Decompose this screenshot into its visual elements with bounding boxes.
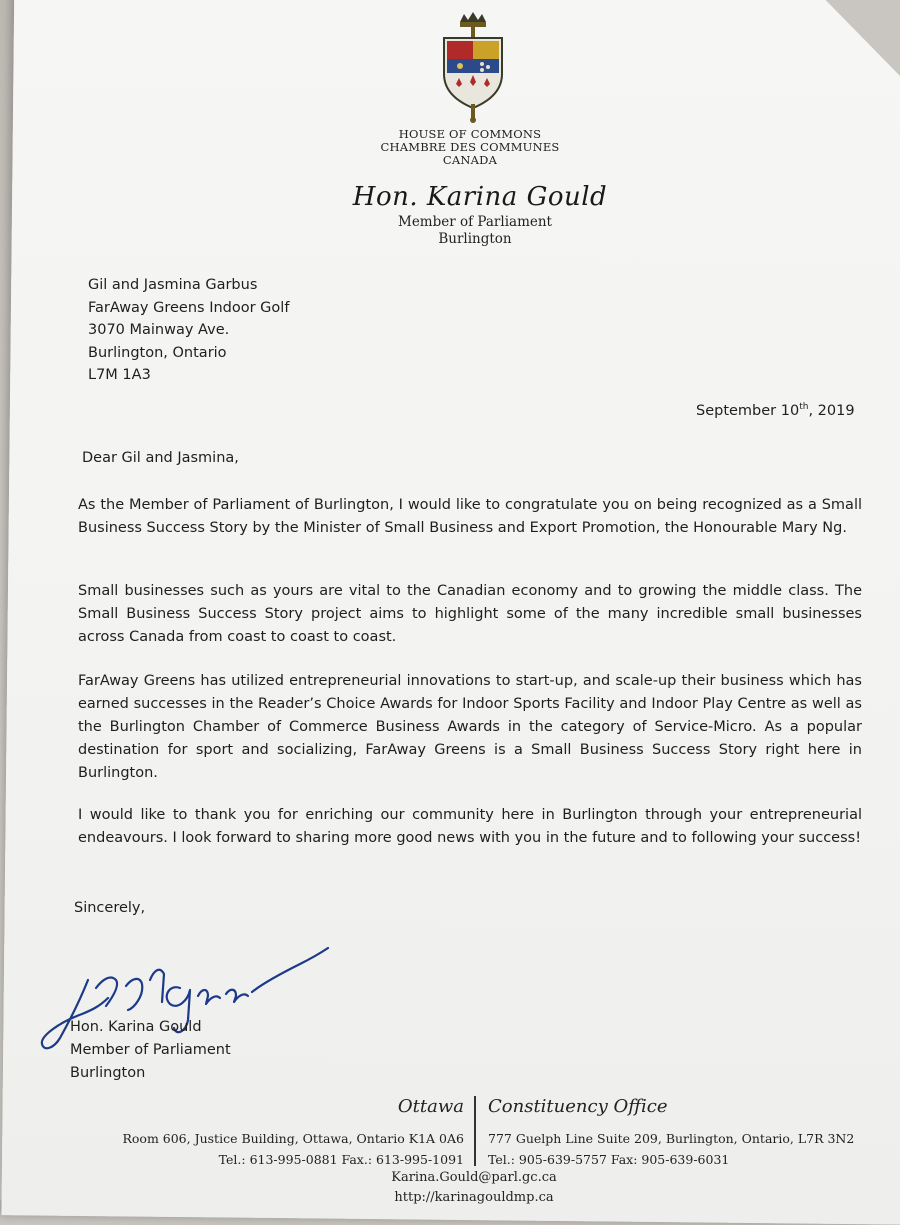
paragraph-3: FarAway Greens has utilized entrepreneurial innovations to start-up, and scale-up their business which has earned successes in the Reader’s Choice Awards for Indoor Sports Facility and Indoor Play Centre as well as the Burlington Chamber of Commerce Business Awards in the category of Service-Micro. As a popular destination for sport and socializing, FarAway Greens is a Small Business Success Story right here in Burlington. bbox=[78, 673, 862, 781]
footer-constituency-address: 777 Guelph Line Suite 209, Burlington, Ontario, L7R 3N2 bbox=[488, 1131, 855, 1146]
footer-website-link[interactable]: http://karinagouldmp.ca bbox=[394, 1190, 554, 1205]
closing: Sincerely, bbox=[74, 900, 146, 916]
signer-riding: Burlington bbox=[70, 1065, 146, 1081]
footer-constituency-label: Constituency Office bbox=[488, 1096, 668, 1117]
paragraph-4: I would like to thank you for enriching our community here in Burlington through your entrepreneurial endeavours. I look forward to sharing more good news with you in the future and to following your success! bbox=[78, 807, 862, 846]
recipient-city: Burlington, Ontario bbox=[88, 344, 227, 361]
date-year: , 2019 bbox=[808, 402, 855, 419]
signer-name: Hon. Karina Gould bbox=[70, 1019, 202, 1035]
house-of-commons-crest-icon bbox=[430, 12, 516, 124]
footer-ottawa-details bbox=[80, 1128, 464, 1170]
footer-ottawa-phone: Tel.: 613-995-0881 Fax.: 613-995-1091 bbox=[218, 1152, 464, 1167]
footer-constituency-phone: Tel.: 905-639-5757 Fax: 905-639-6031 bbox=[488, 1152, 730, 1167]
letterhead-mp-name: Hon. Karina Gould bbox=[352, 182, 608, 212]
letterhead-mp-title: Member of Parliament bbox=[398, 214, 552, 230]
footer-divider bbox=[474, 1096, 476, 1166]
recipient-address bbox=[88, 274, 289, 387]
country: CANADA bbox=[442, 153, 498, 167]
signer-title: Member of Parliament bbox=[70, 1042, 231, 1058]
footer-constituency-details bbox=[488, 1128, 854, 1170]
letter-date bbox=[696, 402, 855, 419]
house-french: CHAMBRE DES COMMUNES bbox=[380, 140, 560, 154]
letterhead-mp-role bbox=[340, 214, 610, 248]
paragraph-1: As the Member of Parliament of Burlington, I would like to congratulate you on being recognized as a Small Business Success Story by the Minister of Small Business and Export Promotion, the Honourable Mary Ng. bbox=[78, 497, 862, 536]
date-suffix: th bbox=[799, 402, 809, 412]
recipient-postal: L7M 1A3 bbox=[88, 367, 151, 383]
footer-ottawa-address: Room 606, Justice Building, Ottawa, Ontario K1A 0A6 bbox=[122, 1131, 464, 1146]
letterhead-riding: Burlington bbox=[438, 231, 512, 247]
signature-block bbox=[70, 1016, 231, 1085]
salutation: Dear Gil and Jasmina, bbox=[82, 450, 239, 466]
paragraph-2: Small businesses such as yours are vital to the Canadian economy and to growing the middle class. The Small Business Success Story project aims to highlight some of the many incredible small businesses across Canada from coast to coast to coast. bbox=[78, 583, 862, 645]
footer-ottawa-label: Ottawa bbox=[397, 1096, 464, 1117]
house-english: HOUSE OF COMMONS bbox=[398, 127, 542, 141]
recipient-business: FarAway Greens Indoor Golf bbox=[88, 299, 290, 316]
letterhead-institution bbox=[340, 128, 600, 167]
recipient-street: 3070 Mainway Ave. bbox=[88, 322, 230, 338]
footer-email-link[interactable]: Karina.Gould@parl.gc.ca bbox=[391, 1170, 557, 1185]
date-month-day: September 10 bbox=[696, 402, 800, 419]
recipient-names: Gil and Jasmina Garbus bbox=[88, 277, 258, 293]
